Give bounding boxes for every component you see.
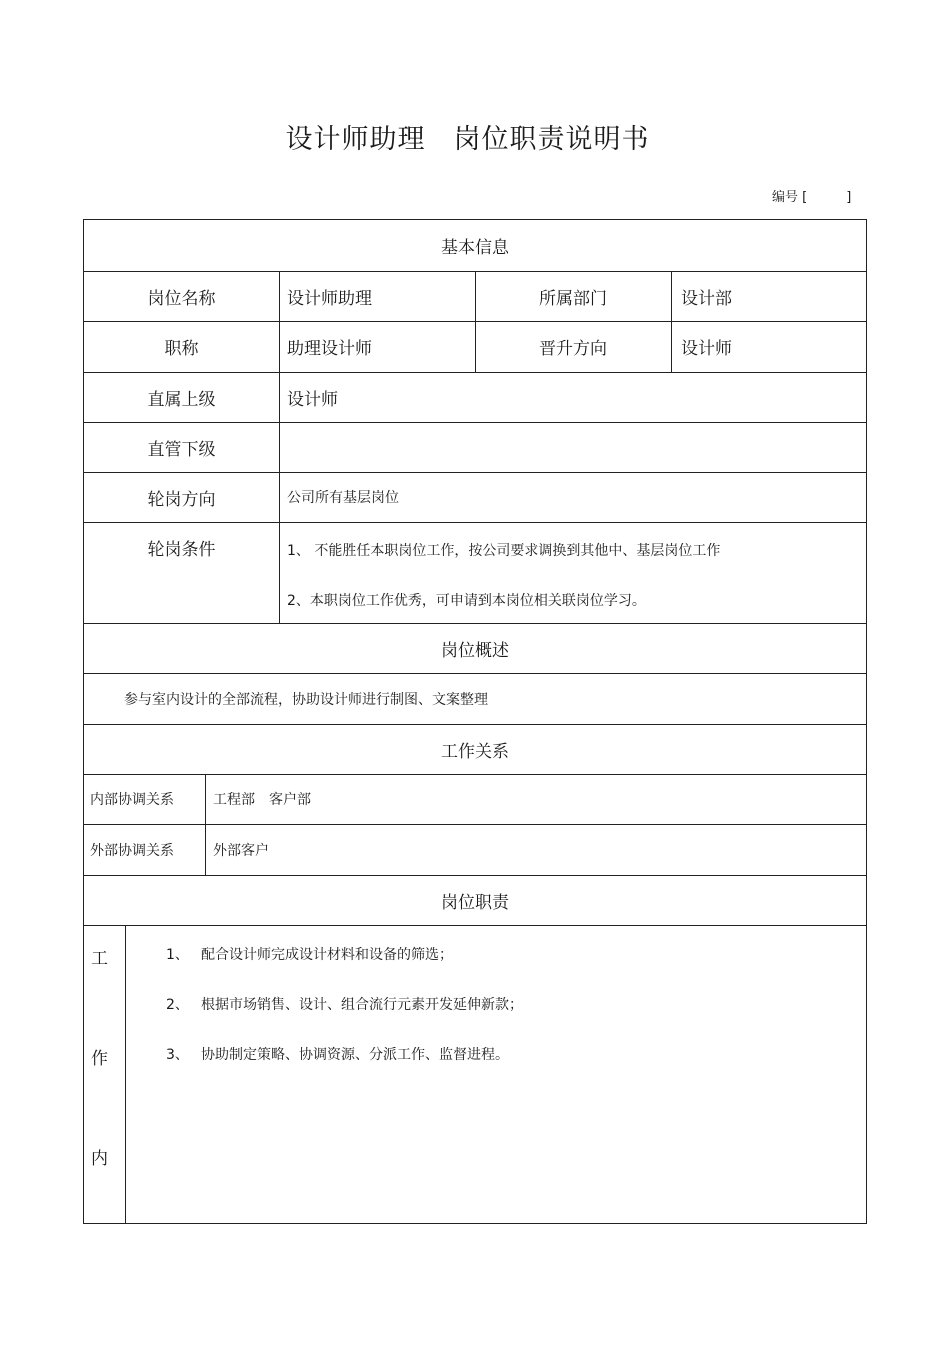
rotation-direction-value: 公司所有基层岗位 (287, 490, 399, 506)
rotation-condition-label: 轮岗条件 (147, 539, 216, 560)
overview-text: 参与室内设计的全部流程，协助设计师进行制图、文案整理 (124, 691, 488, 708)
row-divider (84, 925, 866, 926)
internal-relations-value: 工程部 客户部 (213, 792, 311, 808)
overview-header: 岗位概述 (441, 640, 509, 661)
document-number: 编号 [ ] (772, 190, 852, 205)
external-relations-label: 外部协调关系 (90, 842, 174, 859)
column-divider (205, 774, 206, 875)
department-value: 设计部 (681, 288, 732, 309)
duty-number: 3、 (166, 1047, 189, 1063)
duties-side-char: 作 (91, 1049, 108, 1069)
department-label: 所属部门 (539, 288, 607, 309)
duty-number: 1、 (166, 947, 189, 963)
job-description-table (83, 219, 867, 1224)
supervisor-value: 设计师 (287, 389, 338, 410)
subordinate-label: 直管下级 (147, 439, 216, 460)
duties-header: 岗位职责 (441, 892, 509, 913)
column-divider (125, 925, 126, 1223)
duty-number: 2、 (166, 997, 189, 1013)
page-title: 设计师助理 岗位职责说明书 (285, 124, 650, 155)
duties-side-char: 工 (91, 949, 108, 969)
promotion-label: 晋升方向 (539, 339, 607, 359)
duties-side-char: 内 (91, 1149, 108, 1169)
position-name-value: 设计师助理 (287, 288, 372, 309)
duty-item: 根据市场销售、设计、组合流行元素开发延伸新款； (201, 997, 523, 1013)
position-name-label: 岗位名称 (147, 288, 216, 309)
rotation-condition-2: 2、本职岗位工作优秀，可申请到本岗位相关联岗位学习。 (287, 593, 646, 609)
promotion-value: 设计师 (681, 339, 732, 359)
job-title-label: 职称 (164, 339, 199, 359)
job-title-value: 助理设计师 (287, 339, 372, 359)
column-divider (671, 271, 672, 372)
internal-relations-label: 内部协调关系 (90, 792, 174, 808)
column-divider (279, 271, 280, 623)
relations-header: 工作关系 (441, 741, 509, 762)
basic-info-header: 基本信息 (441, 238, 509, 258)
rotation-condition-1: 1、 不能胜任本职岗位工作，按公司要求调换到其他中、基层岗位工作 (287, 543, 721, 559)
rotation-direction-label: 轮岗方向 (147, 489, 216, 510)
duty-item: 配合设计师完成设计材料和设备的筛选； (201, 947, 453, 963)
external-relations-value: 外部客户 (213, 842, 269, 859)
subordinate-value (287, 422, 857, 472)
supervisor-label: 直属上级 (147, 389, 216, 410)
duty-item: 协助制定策略、协调资源、分派工作、监督进程。 (201, 1047, 509, 1063)
